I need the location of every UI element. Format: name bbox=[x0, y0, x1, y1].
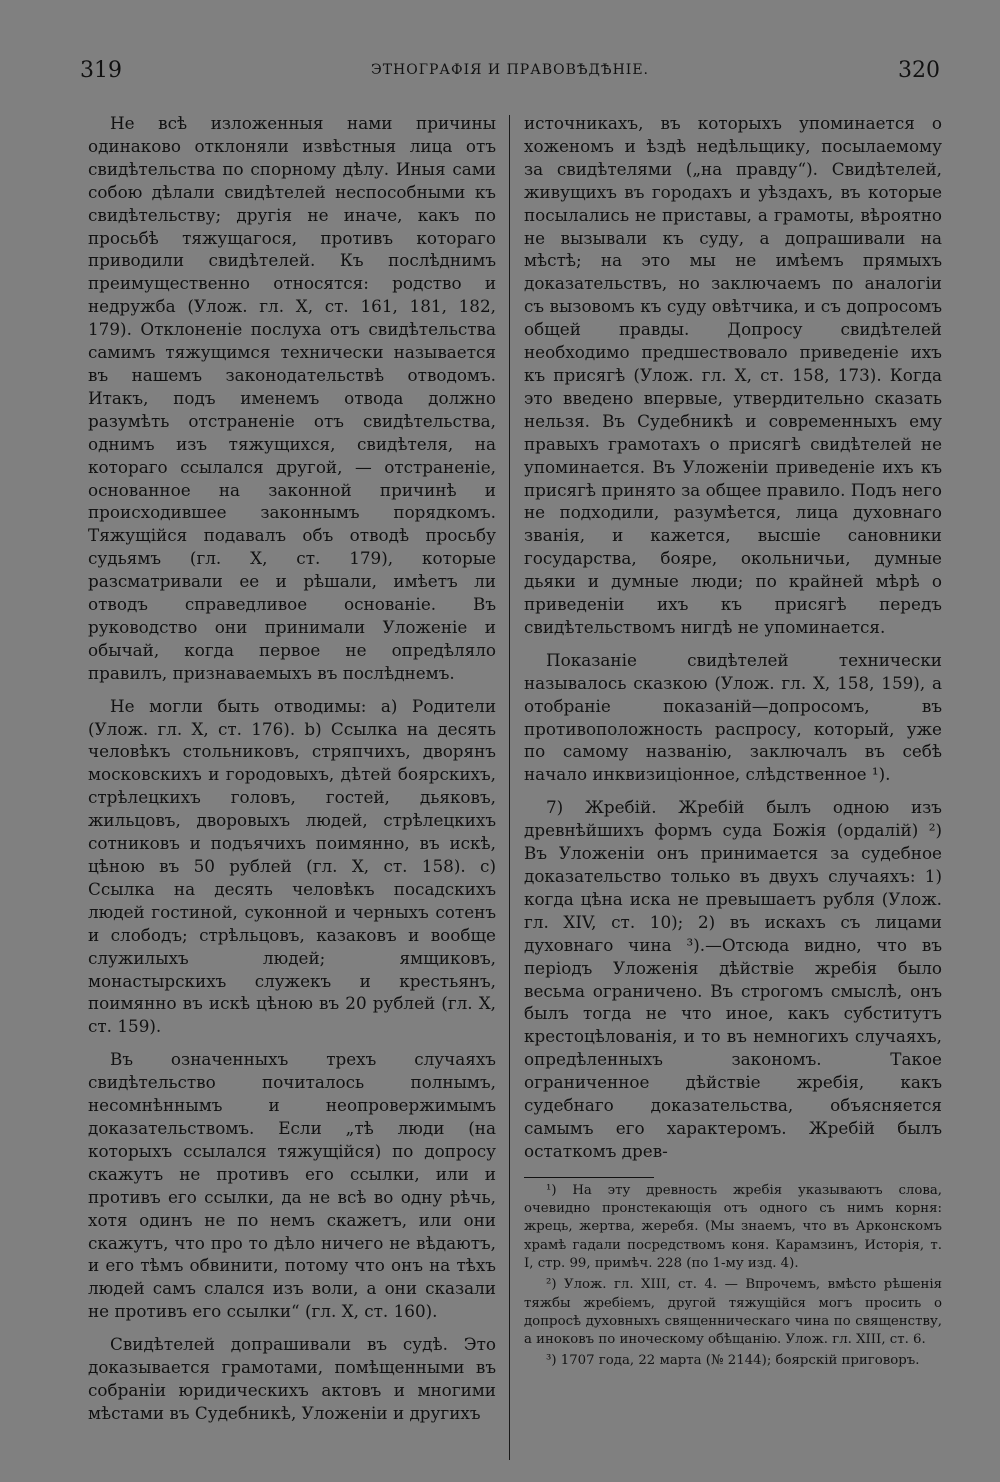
paragraph: Въ означенныхъ трехъ случаяхъ свидѣтельство почиталось полнымъ, несомнѣннымъ и неопровержимымъ доказательствомъ. Если „тѣ люди (на которыхъ ссылался тяжущійся) по допросу скажутъ не противъ его ссылки, или и противъ его ссылки, да не всѣ во одну рѣчь, хотя одинъ не по немъ скажетъ, или они скажутъ, что про то дѣло ничего не вѣдаютъ, и его тѣмъ обвинити, потому что онъ на тѣхъ людей самъ слался изъ воли, а они сказали не противъ его ссылки“ (гл. X, ст. 160). bbox=[88, 1049, 496, 1322]
page-number-left: 319 bbox=[80, 58, 122, 83]
footnote: ²) Улож. гл. XIII, ст. 4. — Впрочемъ, вмѣсто рѣшенія тяжбы жребіемъ, другой тяжущійся могъ просить о допросѣ духовныхъ священническаго чина по священству, а иноковъ по иноческому обѣщанію. Улож. гл. XIII, ст. 6. bbox=[524, 1277, 942, 1348]
right-column bbox=[524, 112, 942, 1374]
running-header bbox=[80, 58, 940, 90]
page-number-right: 320 bbox=[898, 58, 940, 83]
footnote: ¹) На эту древность жребія указываютъ слова, очевидно пронстекающія отъ одного съ нимъ корня: жрець, жертва, жеребя. (Мы знаемъ, что въ Арконскомъ храмѣ гадали посредствомъ коня. Карамзинъ, Исторія, т. I, стр. 99, примѣч. 228 (по 1-му изд. 4). bbox=[524, 1182, 942, 1271]
paragraph-continuation: источникахъ, въ которыхъ упоминается о хоженомъ и ѣздѣ недѣльщику, посылаемому за свидѣтелями („на правду“). Свидѣтелей, живущихъ въ городахъ и уѣздахъ, въ которые посылались не приставы, а грамоты, вѣроятно не вызывали къ суду, а допрашивали на мѣстѣ; на это мы не имѣемъ прямыхъ доказательствъ, но заключаемъ по аналогіи съ вызовомъ къ суду овѣтчика, и съ допросомъ общей правды. Допросу свидѣтелей необходимо предшествовало приведеніе ихъ къ присягѣ (Улож. гл. X, ст. 158, 173). Когда это введено впервые, утвердительно сказать нельзя. Въ Судебникѣ и современныхъ ему правыхъ грамотахъ о присягѣ свидѣтелей не упоминается. Въ Уложеніи приведеніе ихъ къ присягѣ принято за общее правило. Подъ него не подходили, разумѣется, лица духовнаго званія, и кажется, высшіе сановники государства, бояре, окольничьи, думные дьяки и думные люди; по крайней мѣрѣ о приведеніи ихъ къ присягѣ передъ свидѣтельствомъ нигдѣ не упоминается. bbox=[524, 113, 942, 637]
paragraph: Не всѣ изложенныя нами причины одинаково отклоняли извѣстныя лица отъ свидѣтельства по спорному дѣлу. Иныя сами собою дѣлали свидѣтелей неспособными къ свидѣтельству; другія не иначе, какъ по просьбѣ тяжущагося, противъ котораго приводили свидѣтелей. Къ послѣднимъ преимущественно относятся: родство и недружба (Улож. гл. X, ст. 161, 181, 182, 179). Отклоненіе послуха отъ свидѣтельства самимъ тяжущимся технически называется въ нашемъ законодательствѣ отводомъ. Итакъ, подъ именемъ отвода должно разумѣть отстраненіе отъ свидѣтельства, однимъ изъ тяжущихся, свидѣтеля, на котораго ссылался другой, — отстраненіе, основанное на законной причинѣ и происходившее законнымъ порядкомъ. Тяжущійся подавалъ объ отводѣ просьбу судьямъ (гл. X, ст. 179), которые разсматривали ее и рѣшали, имѣетъ ли отводъ справедливое основаніе. Въ руководство они принимали Уложеніе и обычай, когда первое не опредѣляло правилъ, признаваемыхъ въ послѣднемъ. bbox=[88, 113, 496, 683]
footnote-rule bbox=[524, 1177, 654, 1178]
paragraph: Свидѣтелей допрашивали въ судѣ. Это доказывается грамотами, помѣщенными въ собраніи юридическихъ актовъ и многими мѣстами въ Судебникѣ, Уложеніи и другихъ bbox=[88, 1334, 496, 1423]
paragraph: Не могли быть отводимы: a) Родители (Улож. гл. X, ст. 176). b) Ссылка на десять человѣкъ стольниковъ, стряпчихъ, дворянъ московскихъ и городовыхъ, дѣтей боярскихъ, стрѣлецкихъ головъ, гостей, дьяковъ, жильцовъ, дворовыхъ людей, стрѣлецкихъ сотниковъ и подъячихъ поимянно, въ искѣ, цѣною въ 50 рублей (гл. X, ст. 158). c) Ссылка на десять человѣкъ посадскихъ людей гостиной, суконной и черныхъ сотенъ и слободъ; стрѣльцовъ, казаковъ и вообще служилыхъ людей; ямщиковъ, монастырскихъ служекъ и крестьянъ, поимянно въ искѣ цѣною въ 20 рублей (гл. X, ст. 159). bbox=[88, 695, 496, 1037]
paragraph: Показаніе свидѣтелей технически называлось сказкою (Улож. гл. X, 158, 159), а отобраніе показаній—допросомъ, въ противоположность распросу, который, уже по самому названію, заключалъ въ себѣ начало инквизиціонное, слѣдственное ¹). bbox=[524, 649, 942, 785]
left-column bbox=[88, 112, 496, 1435]
footnote: ³) 1707 года, 22 марта (№ 2144); боярскій приговоръ. bbox=[546, 1353, 920, 1369]
paragraph: 7) Жребій. Жребій былъ одною изъ древнѣйшихъ формъ суда Божія (ордалій) ²) Въ Уложеніи онъ принимается за судебное доказательство только въ двухъ случаяхъ: 1) когда цѣна иска не превышаетъ рубля (Улож. гл. XIV, ст. 10); 2) въ искахъ съ лицами духовнаго чина ³).—Отсюда видно, что въ періодъ Уложенія дѣйствіе жребія было весьма ограничено. Въ строгомъ смыслѣ, онъ былъ тогда не что иное, какъ субститутъ крестоцѣлованія, и то въ немногихъ случаяхъ, опредѣленныхъ закономъ. Такое ограниченное дѣйствіе жребія, какъ судебнаго доказательства, объясняется самымъ его характеромъ. Жребій былъ остаткомъ древ- bbox=[524, 797, 942, 1161]
column-divider bbox=[509, 115, 510, 1460]
running-title: ЭТНОГРАФІЯ И ПРАВОВѢДѢНІЕ. bbox=[371, 62, 649, 78]
